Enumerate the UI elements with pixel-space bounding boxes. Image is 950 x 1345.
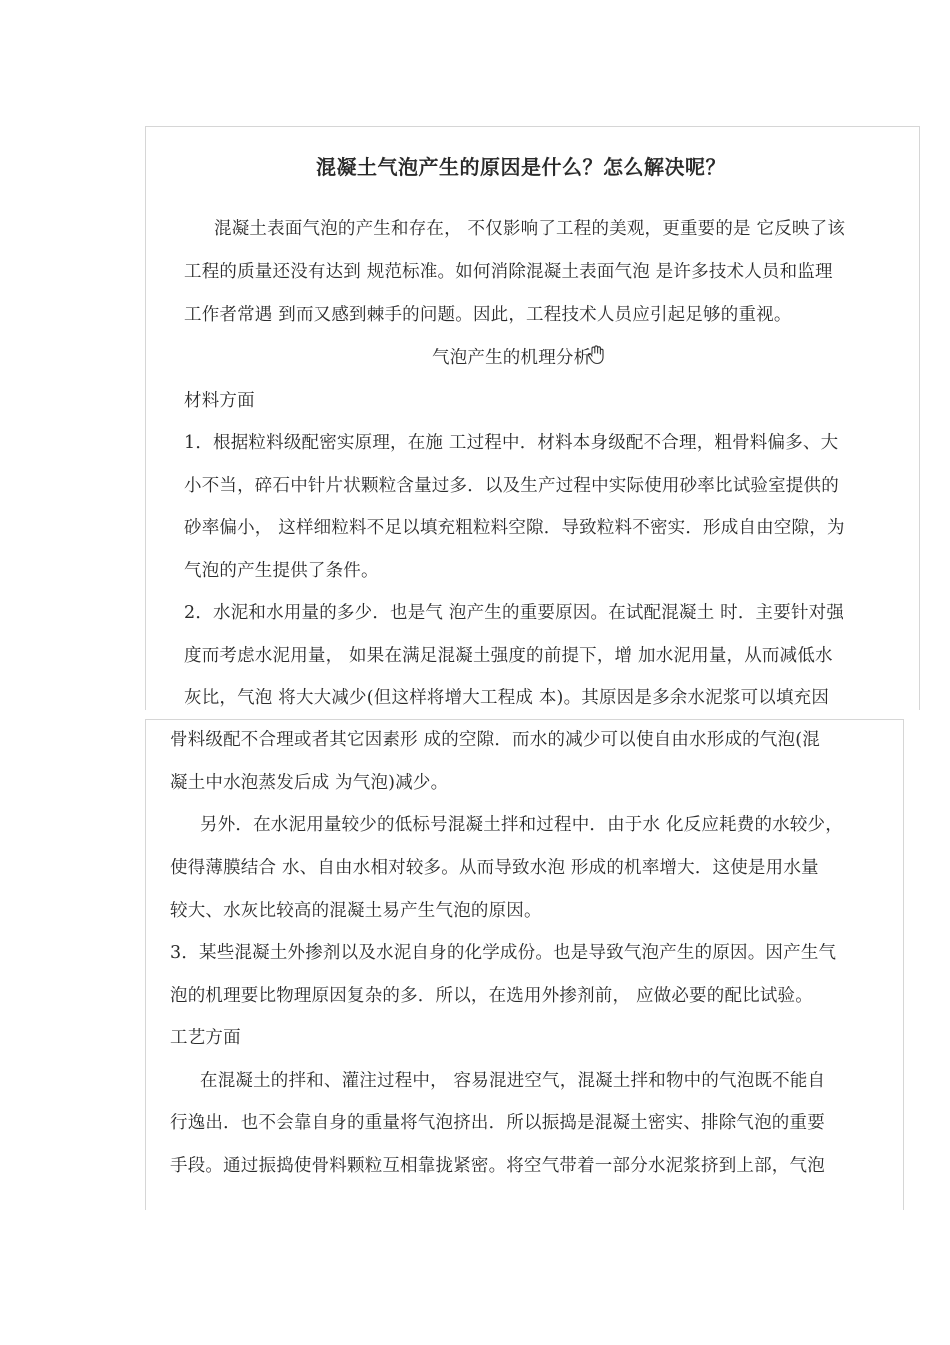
paragraph-line: 气泡的产生提供了条件。: [184, 561, 379, 581]
paragraph-line: 使得薄膜结合 水、自由水相对较多。从而导致水泡 形成的机率增大．这使是用水量: [170, 858, 819, 878]
section-heading: [432, 345, 605, 372]
paragraph-line: 泡的机理要比物理原因复杂的多．所以，在选用外掺剂前， 应做必要的配比试验。: [170, 986, 813, 1006]
paragraph-line: 骨料级配不合理或者其它因素形 成的空隙．而水的减少可以使自由水形成的气泡(混: [170, 730, 820, 750]
paragraph-line: 2．水泥和水用量的多少．也是气 泡产生的重要原因。在试配混凝土 时．主要针对强: [184, 603, 845, 623]
paragraph-line: 砂率偏小， 这样细粒料不足以填充粗粒料空隙．导致粒料不密实．形成自由空隙，为: [184, 518, 845, 538]
paragraph-line: 工程的质量还没有达到 规范标准。如何消除混凝土表面气泡 是许多技术人员和监理: [184, 262, 833, 282]
paragraph-line: 行逸出．也不会靠自身的重量将气泡挤出．所以振捣是混凝土密实、排除气泡的重要: [170, 1113, 825, 1133]
hand-cursor-icon: [587, 345, 605, 372]
paragraph-line: 3．某些混凝土外掺剂以及水泥自身的化学成份。也是导致气泡产生的原因。因产生气: [170, 943, 837, 963]
document-title: 混凝土气泡产生的原因是什么？怎么解决呢？: [316, 155, 726, 179]
paragraph-line: 较大、水灰比较高的混凝土易产生气泡的原因。: [170, 901, 542, 921]
paragraph-line: 手段。通过振捣使骨料颗粒互相靠拢紧密。将空气带着一部分水泥浆挤到上部，气泡: [170, 1156, 825, 1176]
paragraph-line: 混凝土表面气泡的产生和存在， 不仅影响了工程的美观，更重要的是 它反映了该: [214, 219, 846, 239]
paragraph-line: 另外．在水泥用量较少的低标号混凝土拌和过程中．由于水 化反应耗费的水较少，: [200, 815, 843, 835]
paragraph-line: 凝土中水泡蒸发后成 为气泡)减少。: [170, 773, 449, 793]
section-heading: 材料方面: [184, 391, 255, 411]
paragraph-line: 1．根据粒料级配密实原理，在施 工过程中．材料本身级配不合理，粗骨料偏多、大: [184, 433, 839, 453]
section-heading: 工艺方面: [170, 1028, 241, 1048]
paragraph-line: 在混凝土的拌和、灌注过程中， 容易混进空气，混凝土拌和物中的气泡既不能自: [200, 1071, 826, 1091]
paragraph-line: 工作者常遇 到而又感到棘手的问题。因此，工程技术人员应引起足够的重视。: [184, 305, 792, 325]
paragraph-line: 灰比，气泡 将大大减少(但这样将增大工程成 本)。其原因是多余水泥浆可以填充因: [184, 688, 830, 708]
paragraph-line: 小不当，碎石中针片状颗粒含量过多．以及生产过程中实际使用砂率比试验室提供的: [184, 476, 839, 496]
section-heading-text: 气泡产生的机理分析: [432, 348, 592, 368]
paragraph-line: 度而考虑水泥用量， 如果在满足混凝土强度的前提下，增 加水泥用量，从而减低水: [184, 646, 833, 666]
